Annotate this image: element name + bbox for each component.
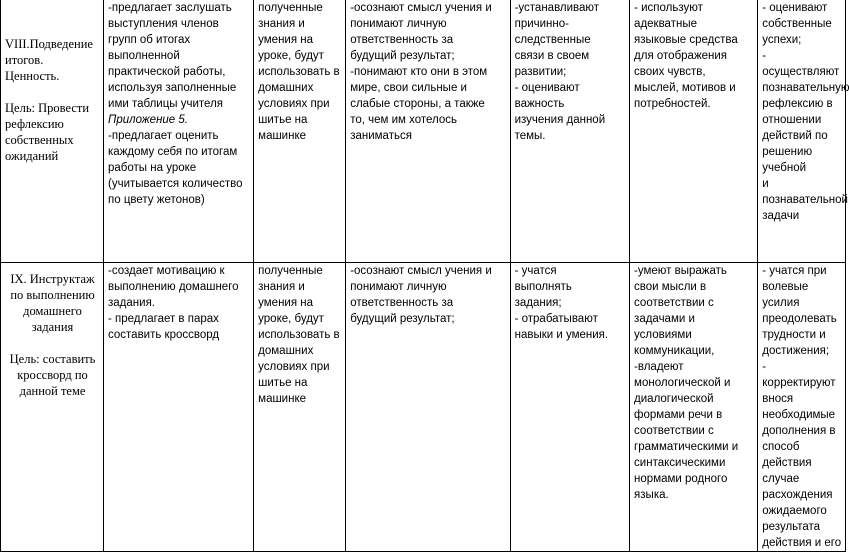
communicative-results-text: - используют адекватные языковые средства для отображения своих чувств, мыслей, мотивов и потребностей. <box>634 2 738 110</box>
cognitive-results-text: - учатся выполнять задания; - отрабатывают навыки и умения. <box>514 265 609 341</box>
stage-goal: Цель: Провести рефлексию собственных ожиданий <box>5 101 90 163</box>
teacher-activity-text: -предлагает заслушать выступления членов групп об итогах выполненной практической работы, используя заполненные ими таблицы учителя <box>108 2 237 110</box>
appendix-reference: Приложение 5. <box>108 114 188 126</box>
knowledge-cell <box>254 0 346 263</box>
stage-cell <box>1 0 104 263</box>
regulative-results-cell <box>758 0 849 263</box>
stage-goal: Цель: составить кроссворд по данной теме <box>9 352 96 398</box>
cognitive-results-cell <box>510 263 629 552</box>
communicative-results-cell <box>630 0 758 263</box>
table-row <box>1 263 846 552</box>
teacher-activity-text: -создает мотивацию к выполнению домашнего задания. - предлагает в парах составить кроссворд <box>108 265 239 341</box>
stage-cell <box>1 263 104 552</box>
personal-results-text: -осознают смысл учения и понимают личную ответственность за будущий результат; <box>350 265 492 325</box>
knowledge-cell <box>254 263 346 552</box>
teacher-activity-cell <box>104 263 254 552</box>
personal-results-cell <box>346 263 510 552</box>
teacher-activity-cell <box>104 0 254 263</box>
knowledge-text: полученные знания и умения на уроке, будут использовать в домашних условиях при шитье на машинке <box>258 265 340 405</box>
communicative-results-cell <box>630 263 758 552</box>
cognitive-results-text: -устанавливают причинно- следственные связи в своем развитии; - оценивают важность изучения данной темы. <box>514 2 606 142</box>
personal-results-cell <box>346 0 510 263</box>
regulative-results-cell <box>758 263 846 552</box>
stage-title: IX. Инструктаж по выполнению домашнего задания <box>10 272 95 334</box>
table-row <box>1 0 846 263</box>
regulative-results-text: - учатся при волевые усилия преодолевать трудности и достижения; - корректируют внося необходимые дополнения в способ действия случае расхождения ожидаемого результата действия и его <box>762 265 842 549</box>
teacher-activity-text-2: -предлагает оценить каждому себя по итогам работы на уроке (учитывается количество по цвету жетонов) <box>108 130 243 206</box>
cognitive-results-cell <box>510 0 629 263</box>
regulative-results-text: - оценивают собственные успехи; - осуществляют познавательную рефлексию в отношении действий по решению учебной и познавательной задачи <box>762 2 849 222</box>
stage-title: VIII.Подведение итогов. Ценность. <box>5 37 93 83</box>
personal-results-text: -осознают смысл учения и понимают личную ответственность за будущий результат; -понимают кто они в этом мире, свои сильные и слабые стороны, а также то, чем им хотелось заниматься <box>350 2 492 142</box>
communicative-results-text: -умеют выражать свои мысли в соответствии с задачами и условиями коммуникации, -владеют монологической и диалогической формами речи в соответствии с грамматическими и синтаксическими нормами родного языка. <box>634 265 739 501</box>
knowledge-text: полученные знания и умения на уроке, будут использовать в домашних условиях при шитье на машинке <box>258 2 340 142</box>
